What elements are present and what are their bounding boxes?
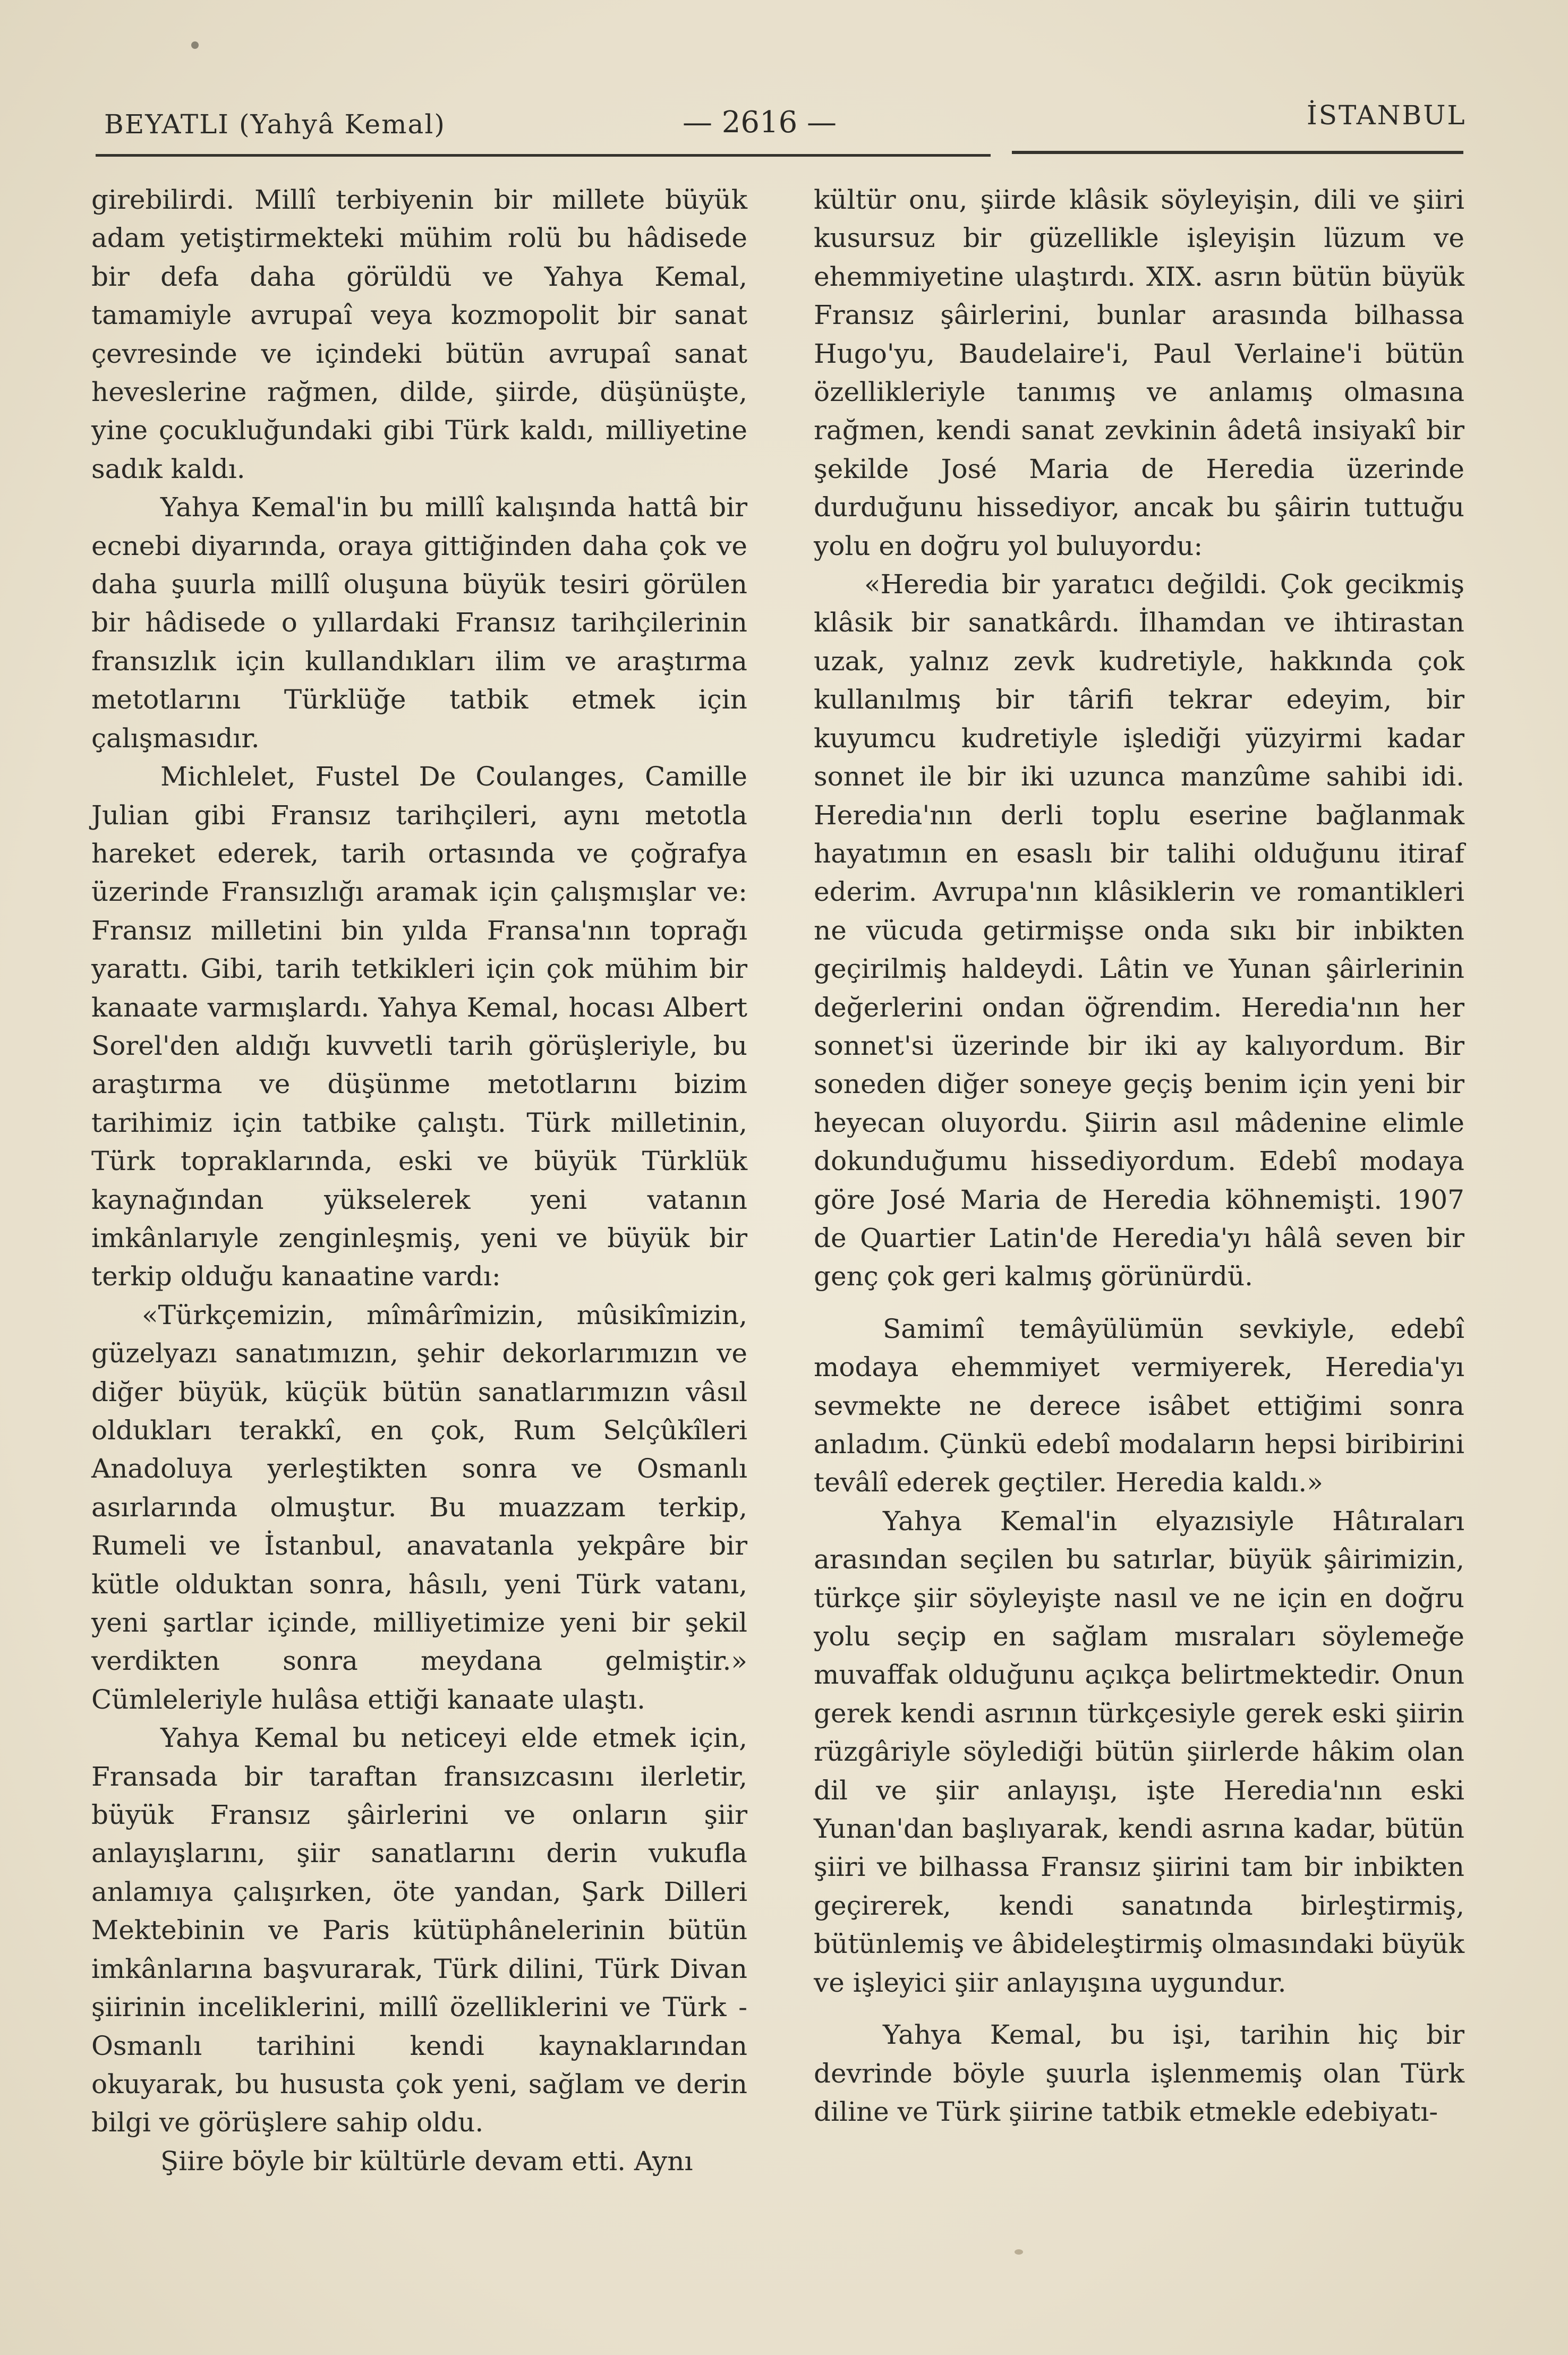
paper-speck: [191, 41, 199, 49]
paragraph: Yahya Kemal'in elyazısiyle Hâtıraları arasından seçilen bu satırlar, büyük şâirimizin, türkçe şiir söyleyişte nasıl ve ne için en doğru yolu seçip en sağlam mısraları söylemeğe muvaffak olduğunu açıkça belirtmektedir. Onun gerek kendi asrının türkçesiyle gerek eski şiirin rüzgâriyle söylediği bütün şiirlerde hâkim olan dil ve şiir anlayışı, işte Heredia'nın eski Yunan'dan başlıyarak, kendi asrına kadar, bütün şiiri ve bilhassa Fransız şiirini tam bir inbikten geçirerek, kendi sanatında birleştirmiş, bütünlemiş ve âbideleştirmiş olmasındaki büyük ve işleyici şiir anlayışına uygundur.: [814, 1505, 1464, 1998]
right-column: [814, 181, 1464, 2131]
header-rule-right: [1012, 151, 1463, 154]
quote-paragraph: Samimî temâyülümün sevkiyle, edebî modaya ehemmiyet vermiyerek, Heredia'yı sevmekte ne derece isâbet ettiğimi sonra anladım. Çünkü edebî modaların hepsi biribirini tevâlî ederek geçtiler. Heredia kaldı.»: [814, 1313, 1464, 1498]
running-head-left: BEYATLI (Yahyâ Kemal): [104, 109, 446, 140]
quote-paragraph: «Türkçemizin, mîmârîmizin, mûsikîmizin, güzelyazı sanatımızın, şehir dekorlarımızın ve diğer büyük, küçük bütün sanatlarımızın vâsıl oldukları terakkî, en çok, Rum Selçûkîleri Anadoluya yerleştikten sonra ve Osmanlı asırlarında olmuştur. Bu muazzam terkip, Rumeli ve İstanbul, anavatanla yekpâre bir kütle olduktan sonra, hâsılı, yeni Türk vatanı, yeni şartlar içinde, milliyetimize yeni bir şekil verdikten sonra meydana gelmiştir.» Cümleleriyle hulâsa ettiği kanaate ulaştı.: [91, 1299, 747, 1715]
paragraph: Şiire böyle bir kültürle devam etti. Aynı: [160, 2145, 693, 2177]
paragraph: Yahya Kemal bu neticeyi elde etmek için, Fransada bir taraftan fransızcasını ilerletir, büyük Fransız şâirlerini ve onların şiir anlayışlarını, şiir sanatlarını derin vukufla anlamıya çalışırken, öte yandan, Şark Dilleri Mektebinin ve Paris kütüphânelerinin bütün imkânlarına başvurarak, Türk dilini, Türk Divan şiirinin inceliklerini, millî özelliklerini ve Türk - Osmanlı tarihini kendi kaynaklarından okuyarak, bu hususta çok yeni, sağlam ve derin bilgi ve görüşlere sahip oldu.: [91, 1722, 747, 2138]
left-column: [91, 181, 747, 2180]
quote-paragraph: «Heredia bir yaratıcı değildi. Çok gecikmiş klâsik bir sanatkârdı. İlhamdan ve ihtirastan uzak, yalnız zevk kudretiyle, hakkında çok kullanılmış bir târifi tekrar edeyim, bir kuyumcu kudretiyle işlediği yüzyirmi kadar sonnet ile bir iki uzunca manzûme sahibi idi. Heredia'nın derli toplu eserine bağlanmak hayatımın en esaslı bir talihi olduğunu itiraf ederim. Avrupa'nın klâsiklerin ve romantikleri ne vücuda getirmişse onda sıkı bir inbikten geçirilmiş haldeydi. Lâtin ve Yunan şâirlerinin değerlerini ondan öğrendim. Heredia'nın her sonnet'si üzerinde bir iki ay kalıyordum. Bir soneden diğer soneye geçiş benim için yeni bir heyecan oluyordu. Şiirin asıl mâdenine elimle dokunduğumu hissediyordum. Edebî modaya göre José Maria de Heredia köhnemişti. 1907 de Quartier Latin'de Heredia'yı hâlâ seven bir genç çok geri kalmış görünürdü.: [814, 569, 1464, 1292]
paragraph: girebilirdi. Millî terbiyenin bir millete büyük adam yetiştirmekteki mühim rolü bu hâdisede bir defa daha görüldü ve Yahya Kemal, tamamiyle avrupaî veya kozmopolit bir sanat çevresinde ve içindeki bütün avrupaî sanat heveslerine rağmen, dilde, şiirde, düşünüşte, yine çocukluğundaki gibi Türk kaldı, milliyetine sadık kaldı.: [91, 184, 747, 484]
header-rule-left: [96, 154, 991, 157]
paragraph: Yahya Kemal, bu işi, tarihin hiç bir devrinde böyle şuurla işlenmemiş olan Türk diline ve Türk şiirine tatbik etmekle edebiyatı-: [814, 2019, 1464, 2127]
paragraph: Yahya Kemal'in bu millî kalışında hattâ bir ecnebi diyarında, oraya gittiğinden daha çok ve daha şuurla millî oluşuna büyük tesiri görülen bir hâdisede o yıllardaki Fransız tarihçilerinin fransızlık için kullandıkları ilim ve araştırma metotlarını Türklüğe tatbik etmek için çalışmasıdır.: [91, 492, 747, 754]
page-number: — 2616 —: [682, 105, 837, 140]
paper-stain: [1015, 2249, 1023, 2255]
running-head-right: İSTANBUL: [1307, 100, 1467, 131]
paragraph: Michlelet, Fustel De Coulanges, Camille Julian gibi Fransız tarihçileri, aynı metotla hareket ederek, tarih ortasında ve çoğrafya üzerinde Fransızlığı aramak için çalışmışlar ve: Fransız milletini bin yılda Fransa'nın toprağı yarattı. Gibi, tarih tetkikleri için çok mühim bir kanaate varmışlardı. Yahya Kemal, hocası Albert Sorel'den aldığı kuvvetli tarih görüşleriyle, bu araştırma ve düşünme metotlarını bizim tarihimiz için tatbike çalıştı. Türk milletinin, Türk topraklarında, eski ve büyük Türklük kaynağından yükselerek yeni vatanın imkânlarıyle zenginleşmiş, yeni ve büyük bir terkip olduğu kanaatine vardı:: [91, 761, 747, 1292]
paragraph: kültür onu, şiirde klâsik söyleyişin, dili ve şiiri kusursuz bir güzellikle işleyişin lüzum ve ehemmiyetine ulaştırdı. XIX. asrın bütün büyük Fransız şâirlerini, bunlar arasında bilhassa Hugo'yu, Baudelaire'i, Paul Verlaine'i bütün özellikleriyle tanımış ve anlamış olmasına rağmen, kendi sanat zevkinin âdetâ insiyakî bir şekilde José Maria de Heredia üzerinde durduğunu hissediyor, ancak bu şâirin tuttuğu yolu en doğru yol buluyordu:: [814, 184, 1464, 561]
